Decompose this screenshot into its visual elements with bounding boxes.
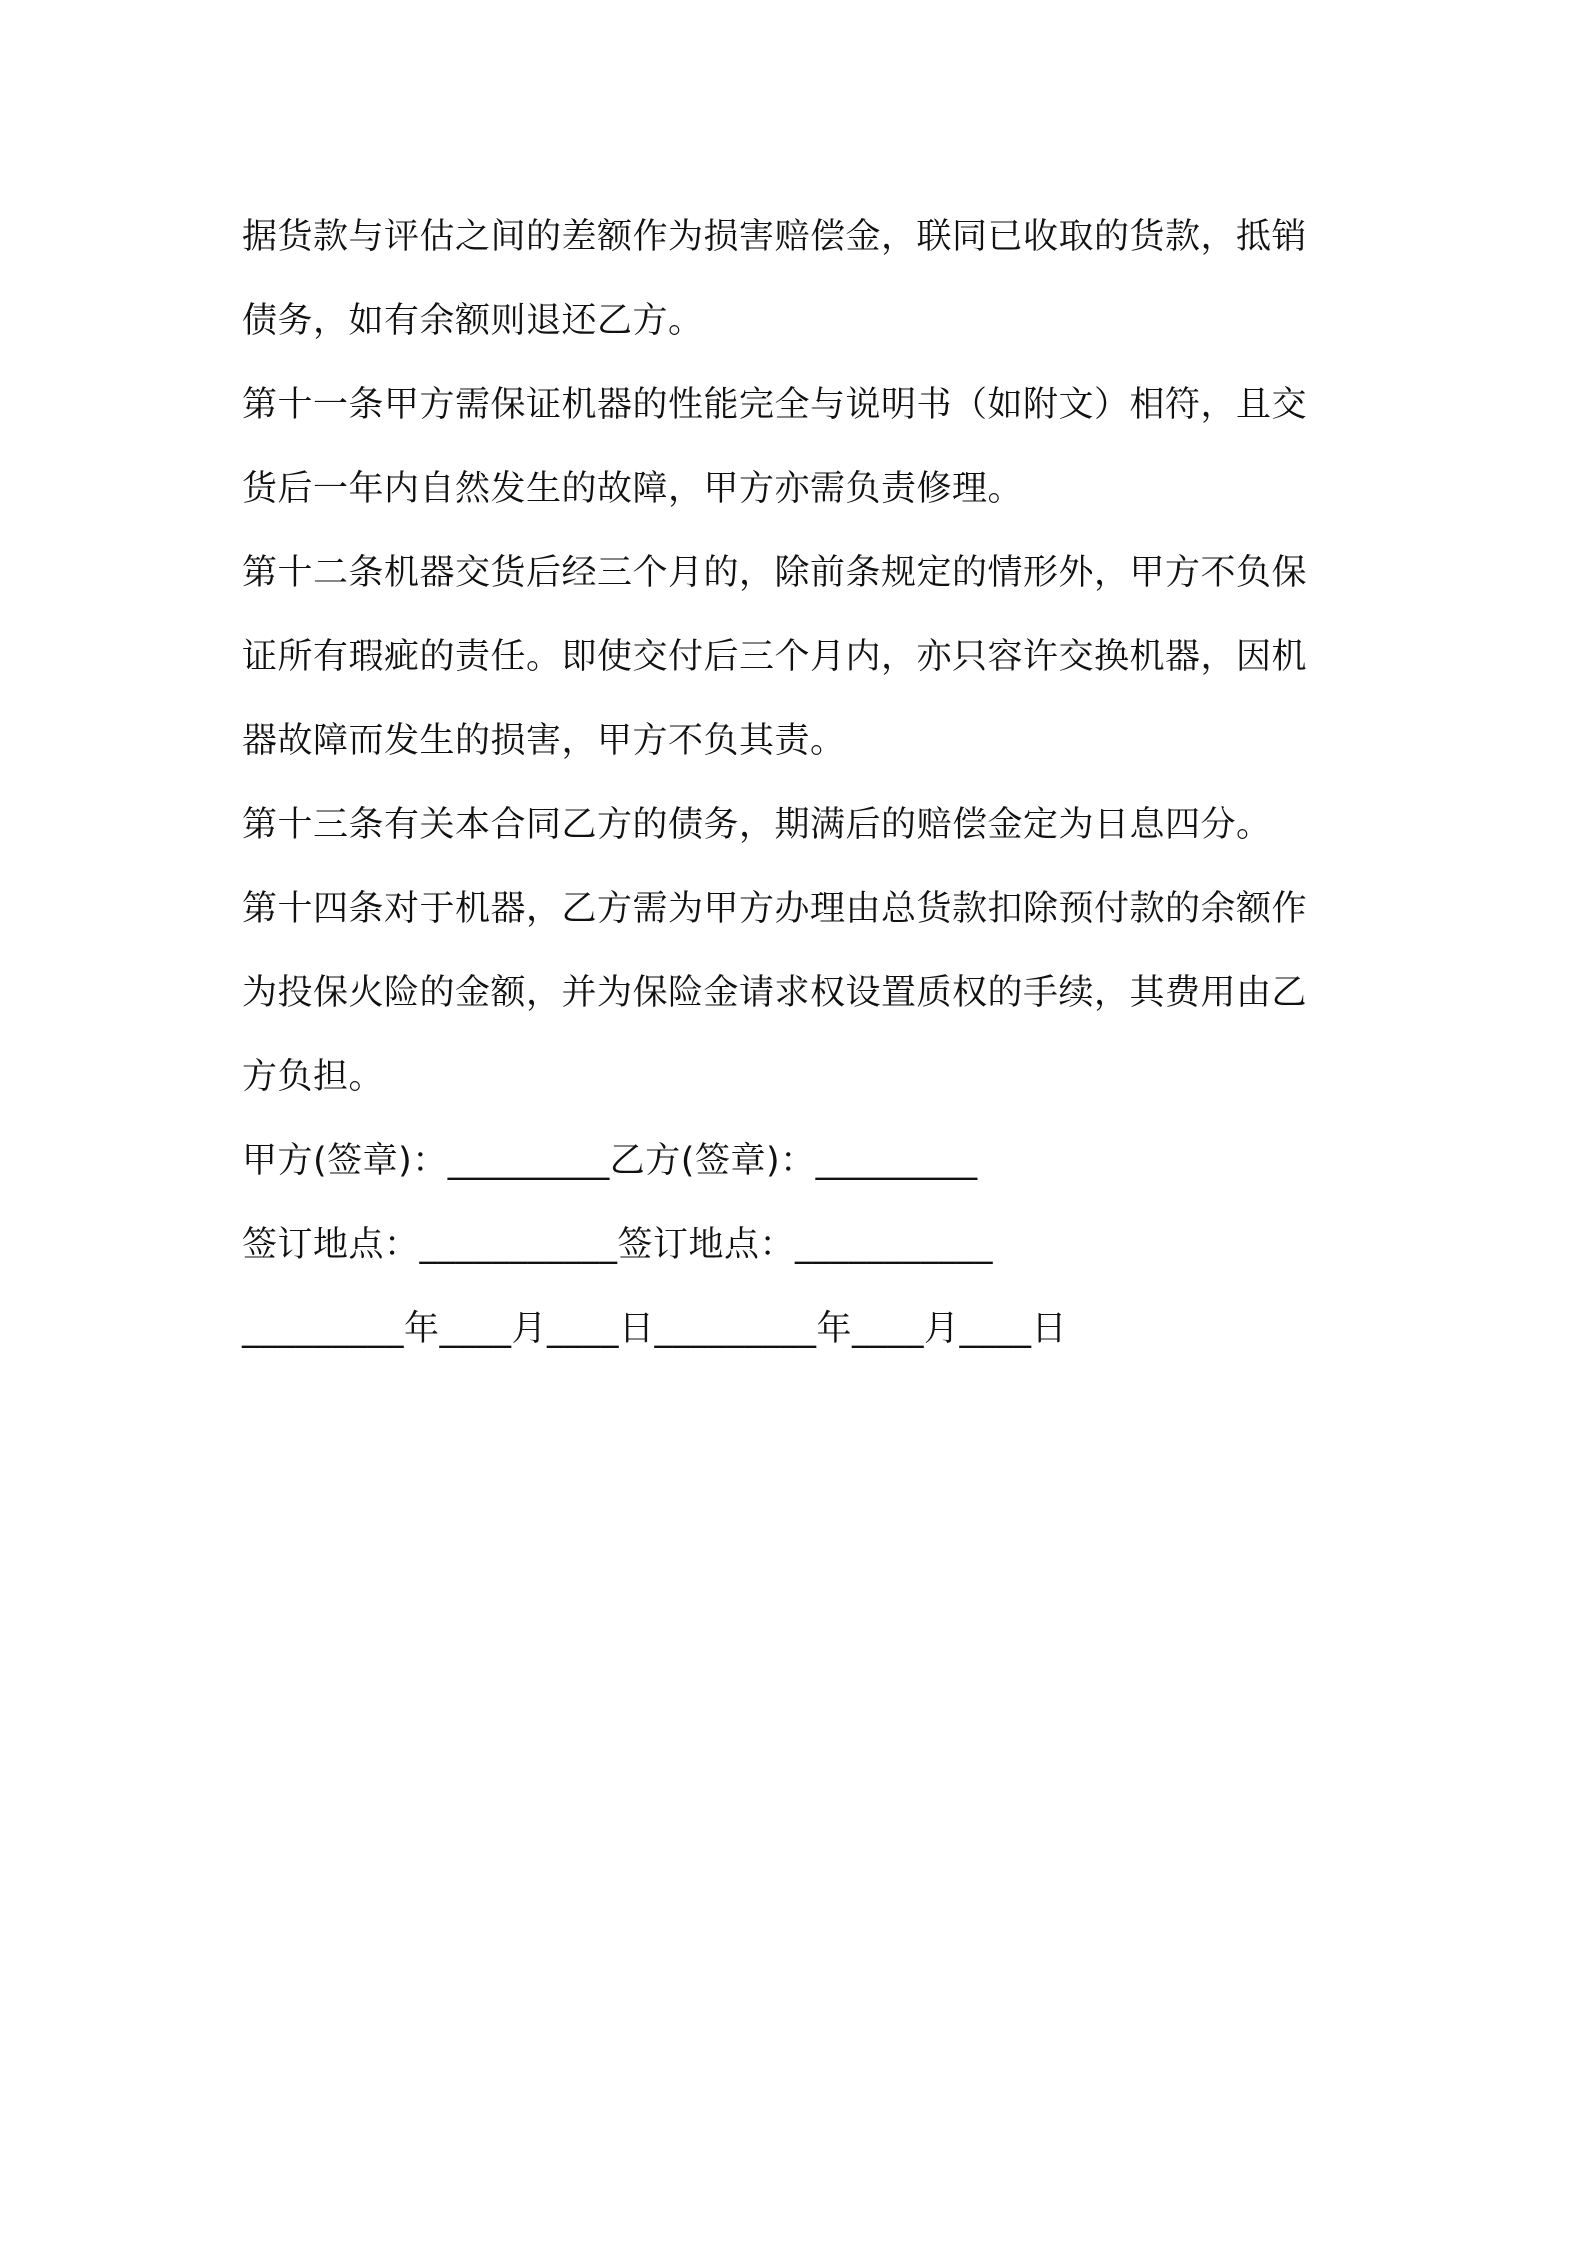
body-line: 货后一年内自然发生的故障，甲方亦需负责修理。 bbox=[242, 469, 1024, 509]
body-line: 第十一条甲方需保证机器的性能完全与说明书（如附文）相符，且交 bbox=[242, 385, 1308, 425]
body-line: 器故障而发生的损害，甲方不负其责。 bbox=[242, 721, 846, 761]
body-line: 第十三条有关本合同乙方的债务，期满后的赔偿金定为日息四分。 bbox=[242, 805, 1272, 845]
body-line: 据货款与评估之间的差额作为损害赔偿金，联同已收取的货款，抵销 bbox=[242, 217, 1308, 257]
body-line: 方负担。 bbox=[242, 1057, 385, 1097]
body-line: 第十二条机器交货后经三个月的，除前条规定的情形外，甲方不负保 bbox=[242, 553, 1308, 593]
signature-line-parties: 甲方(签章)：_________乙方(签章)：_________ bbox=[242, 1141, 978, 1181]
signature-line-location: 签订地点：___________签订地点：___________ bbox=[242, 1225, 994, 1265]
body-line: 第十四条对于机器，乙方需为甲方办理由总货款扣除预付款的余额作 bbox=[242, 889, 1308, 929]
signature-line-date: _________年____月____日_________年____月____日 bbox=[242, 1309, 1068, 1349]
body-line: 债务，如有余额则退还乙方。 bbox=[242, 301, 704, 341]
body-line: 证所有瑕疵的责任。即使交付后三个月内，亦只容许交换机器，因机 bbox=[242, 637, 1308, 677]
body-line: 为投保火险的金额，并为保险金请求权设置质权的手续，其费用由乙 bbox=[242, 973, 1308, 1013]
document-body bbox=[242, 195, 1362, 1371]
